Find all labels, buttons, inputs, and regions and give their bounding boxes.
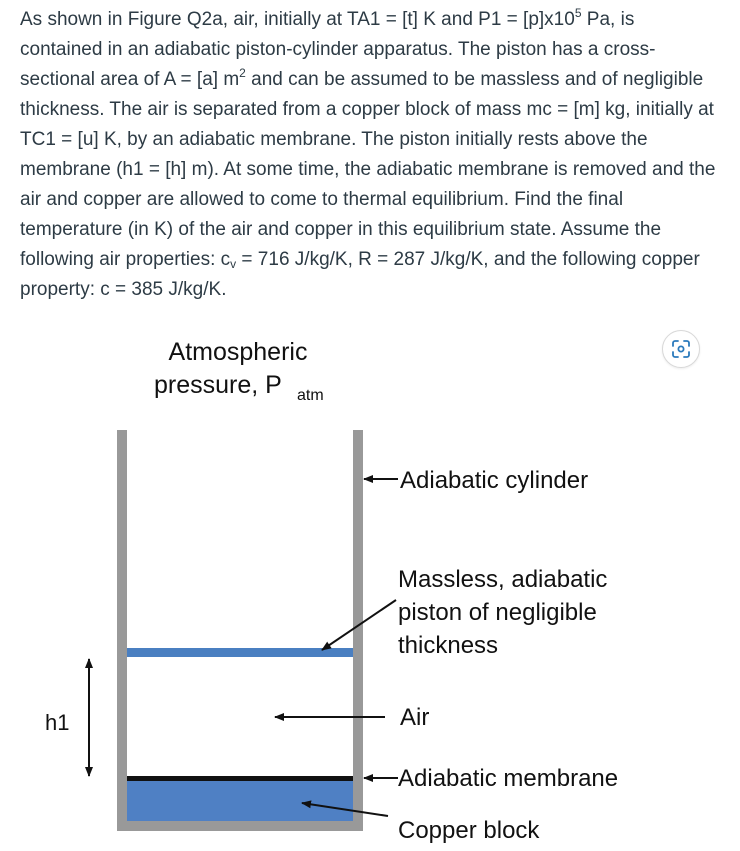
expand-image-icon [671, 339, 691, 359]
subscript-v: v [230, 257, 237, 271]
problem-text-part-2: Pa, is contained in an adiabatic piston-cylinder apparatus. The piston has a cross-sectional area of A = [a] m [20, 9, 656, 90]
cylinder-right-wall [353, 430, 363, 831]
label-piston-line1: Massless, adiabatic [398, 566, 608, 593]
cylinder-bottom-wall [117, 821, 363, 831]
atm-label-line1: Atmospheric [168, 338, 308, 366]
exponent-5: 5 [574, 6, 582, 20]
atm-label-line2: pressure, P [154, 371, 282, 399]
label-copper-block: Copper block [398, 817, 540, 844]
label-piston-line3: thickness [398, 632, 499, 659]
problem-text-part-3: and can be assumed to be massless and of negligible thickness. The air is separated from a copper block of mass mc = [m] kg, initially at TC1 = [u] K, by an adiabatic membrane. The piston initially rests above the membrane (h1 = [h] m). At some time, the adiabatic membrane is removed and the air and copper are allowed to come to thermal equilibrium. Find the final temperature (in K) of the air and copper in this equilibrium state. Assume the following air properties: c [20, 69, 716, 270]
atm-label-subscript: atm [297, 387, 324, 404]
expand-image-button[interactable] [662, 330, 700, 368]
problem-text-part-4: = 716 J/kg/K, R = 287 J/kg/K, and the following copper property: c = 385 J/kg/K. [20, 249, 700, 300]
exponent-2: 2 [239, 66, 246, 80]
adiabatic-membrane [127, 776, 353, 781]
piston [127, 648, 353, 657]
problem-text-part-1: As shown in Figure Q2a, air, initially at TA1 = [t] K and P1 = [p]x10 [20, 9, 575, 30]
label-adiabatic-membrane: Adiabatic membrane [398, 765, 619, 792]
copper-block [127, 780, 353, 821]
label-adiabatic-cylinder: Adiabatic cylinder [400, 467, 589, 494]
label-piston-line2: piston of negligible [398, 599, 597, 626]
label-h1: h1 [45, 710, 70, 735]
cylinder-left-wall [117, 430, 127, 831]
label-air: Air [400, 704, 430, 731]
